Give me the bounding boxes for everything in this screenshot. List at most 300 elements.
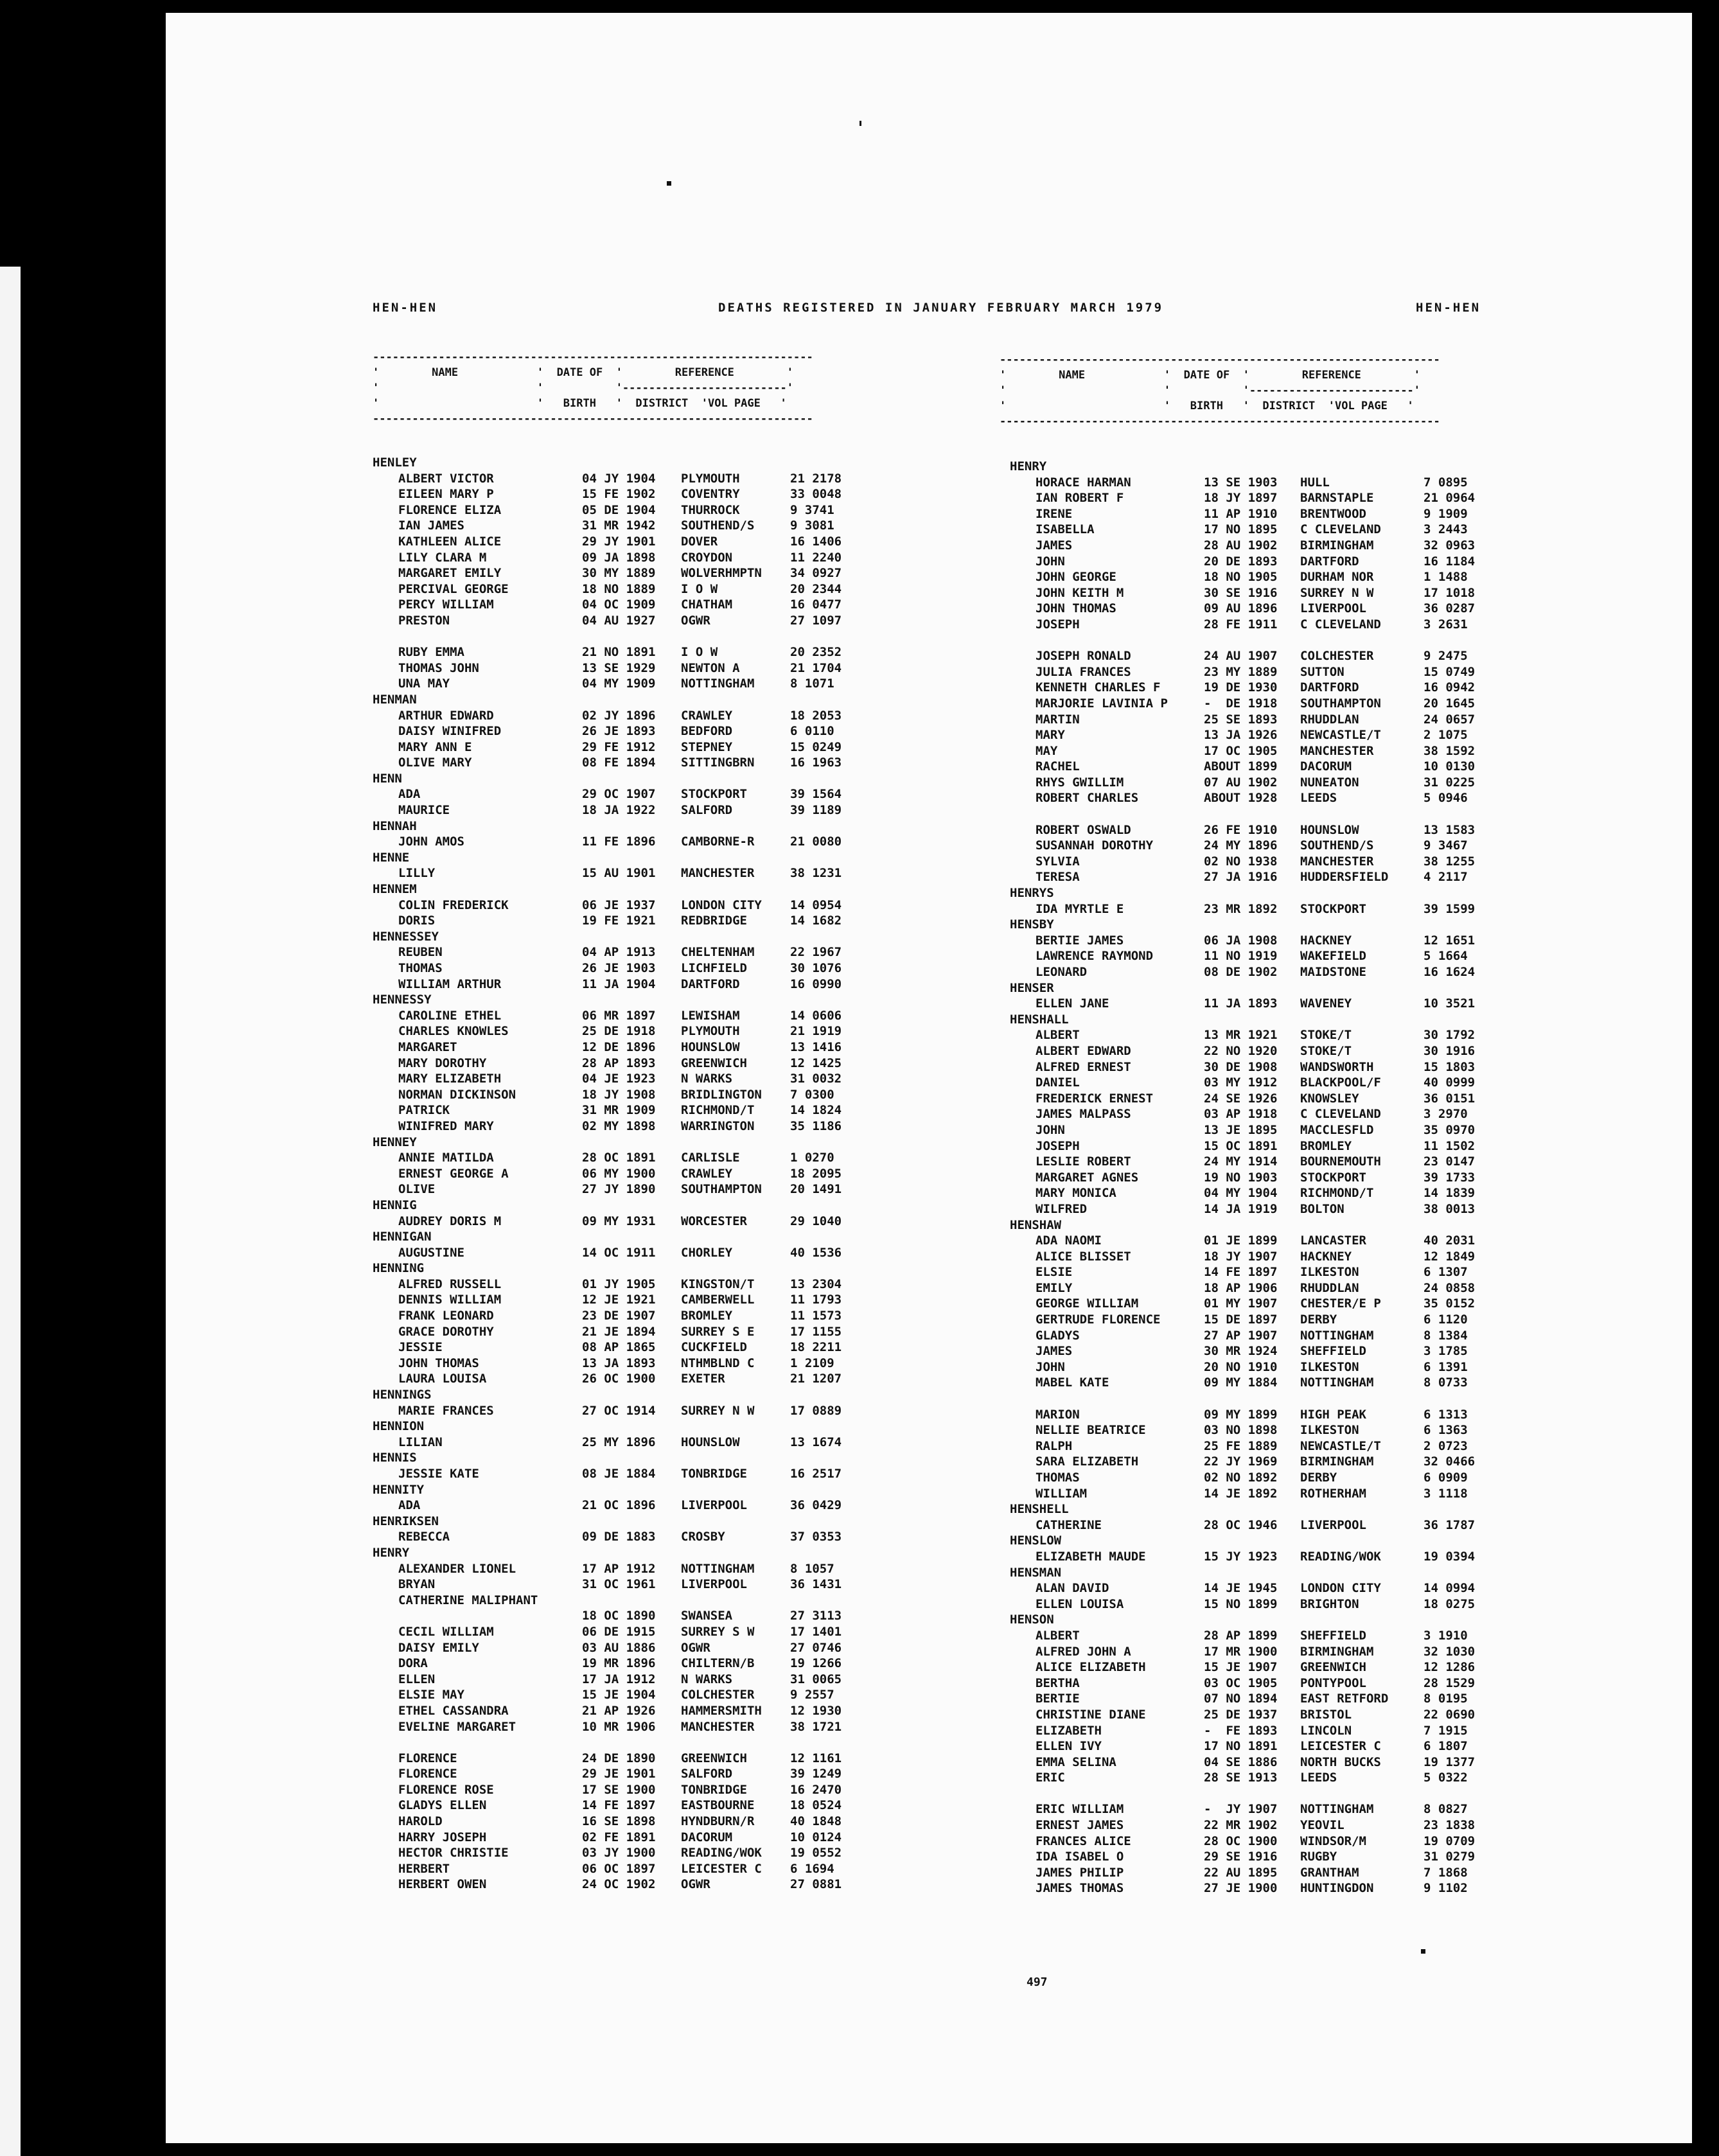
birth-date: 24 MY 1914 — [1204, 1154, 1278, 1169]
vol-page: 38 1721 — [790, 1719, 842, 1734]
vol-page: 40 2031 — [1424, 1233, 1476, 1248]
forenames: MARY ELIZABETH — [398, 1072, 502, 1086]
birth-date: 27 AP 1907 — [1204, 1328, 1278, 1343]
vol-page: 8 0195 — [1424, 1692, 1468, 1706]
district: LINCOLN — [1300, 1723, 1352, 1738]
vol-page: 9 2475 — [1424, 649, 1468, 664]
district: EAST RETFORD — [1300, 1692, 1389, 1706]
birth-date: 08 DE 1902 — [1204, 965, 1278, 979]
district: THURROCK — [681, 502, 740, 517]
birth-date: 13 JE 1895 — [1204, 1122, 1278, 1137]
surname: HENNEM — [373, 882, 417, 897]
forenames: ADA — [398, 1498, 421, 1513]
vol-page: 5 0946 — [1424, 791, 1468, 806]
birth-date: 23 DE 1907 — [582, 1309, 656, 1323]
birth-date: 03 OC 1905 — [1204, 1675, 1278, 1690]
vol-page: 12 1425 — [790, 1056, 842, 1070]
birth-date: 28 AU 1902 — [1204, 538, 1278, 552]
forenames: THOMAS — [398, 961, 443, 975]
vol-page: 12 1161 — [790, 1751, 842, 1765]
table-header-line: ------------------------------------------------------------------- — [373, 351, 813, 364]
forenames: JESSIE — [398, 1340, 443, 1355]
birth-date: 25 SE 1893 — [1204, 712, 1278, 727]
district: PLYMOUTH — [681, 1024, 740, 1039]
district: CARLISLE — [681, 1151, 740, 1165]
forenames: BERTIE JAMES — [1036, 933, 1124, 948]
district: SOUTHAMPTON — [681, 1182, 762, 1197]
birth-date: 15 DE 1897 — [1204, 1312, 1278, 1327]
district: READING/WOK — [681, 1846, 762, 1860]
birth-date: 12 DE 1896 — [582, 1039, 656, 1054]
birth-date: 05 DE 1904 — [582, 502, 656, 517]
surname: HENNE — [373, 850, 410, 865]
forenames: HAROLD — [398, 1814, 443, 1829]
vol-page: 34 0927 — [790, 566, 842, 581]
vol-page: 20 2344 — [790, 581, 842, 596]
vol-page: 16 0477 — [790, 597, 842, 612]
district: KNOWSLEY — [1300, 1091, 1359, 1106]
vol-page: 20 1645 — [1424, 696, 1476, 711]
birth-date: 23 MY 1889 — [1204, 664, 1278, 679]
district: WANDSWORTH — [1300, 1059, 1374, 1074]
district: OGWR — [681, 613, 710, 628]
birth-date: 01 JY 1905 — [582, 1277, 656, 1291]
forenames: GRACE DOROTHY — [398, 1324, 494, 1339]
district: SHEFFIELD — [1300, 1628, 1366, 1643]
district: HIGH PEAK — [1300, 1407, 1366, 1422]
birth-date: 06 OC 1897 — [582, 1861, 656, 1876]
forenames: CATHERINE — [1036, 1517, 1102, 1532]
vol-page: 31 0225 — [1424, 775, 1476, 790]
vol-page: 39 1599 — [1424, 901, 1476, 916]
forenames: LAWRENCE RAYMOND — [1036, 949, 1154, 964]
birth-date: 04 OC 1909 — [582, 597, 656, 612]
birth-date: 24 SE 1926 — [1204, 1091, 1278, 1106]
birth-date: 01 JE 1899 — [1204, 1233, 1278, 1248]
district: LEWISHAM — [681, 1008, 740, 1023]
vol-page: 18 2211 — [790, 1340, 842, 1355]
vol-page: 24 0858 — [1424, 1280, 1476, 1295]
birth-date: 17 OC 1905 — [1204, 743, 1278, 758]
forenames: MARIE FRANCES — [398, 1403, 494, 1418]
birth-date: 17 NO 1895 — [1204, 522, 1278, 537]
forenames: ELLEN LOUISA — [1036, 1596, 1124, 1611]
vol-page: 8 0733 — [1424, 1375, 1468, 1390]
birth-date: 18 JA 1922 — [582, 803, 656, 818]
birth-date: 06 MR 1897 — [582, 1008, 656, 1023]
birth-date: - DE 1918 — [1204, 696, 1278, 711]
vol-page: 37 0353 — [790, 1530, 842, 1544]
vol-page: 27 1097 — [790, 613, 842, 628]
birth-date: 30 SE 1916 — [1204, 585, 1278, 600]
surname: HENNIS — [373, 1451, 417, 1465]
district: CROSBY — [681, 1530, 725, 1544]
district: COLCHESTER — [1300, 649, 1374, 664]
table-header-line: ------------------------------------------------------------------- — [1000, 415, 1440, 428]
district: C CLEVELAND — [1300, 617, 1381, 632]
vol-page: 38 1255 — [1424, 854, 1476, 869]
birth-date: 11 NO 1919 — [1204, 949, 1278, 964]
district: NOTTINGHAM — [1300, 1328, 1374, 1343]
district: REDBRIDGE — [681, 914, 747, 928]
forenames: MARGARET — [398, 1039, 457, 1054]
district: BRIDLINGTON — [681, 1087, 762, 1102]
forenames: ALAN DAVID — [1036, 1581, 1109, 1596]
forenames: JOHN KEITH M — [1036, 585, 1124, 600]
district: DARTFORD — [1300, 554, 1359, 569]
district: STOCKPORT — [1300, 1170, 1366, 1185]
forenames: ISABELLA — [1036, 522, 1095, 537]
forenames: THOMAS JOHN — [398, 660, 479, 675]
birth-date: 07 NO 1894 — [1204, 1692, 1278, 1706]
vol-page: 11 1502 — [1424, 1138, 1476, 1153]
birth-date: 28 SE 1913 — [1204, 1771, 1278, 1785]
birth-date: 19 FE 1921 — [582, 914, 656, 928]
forenames: MAY — [1036, 743, 1058, 758]
scan-top-edge — [0, 0, 1719, 6]
birth-date: 08 FE 1894 — [582, 755, 656, 770]
header-left-code: HEN-HEN — [373, 301, 438, 315]
district: MANCHESTER — [1300, 854, 1374, 869]
vol-page: 16 0942 — [1424, 680, 1476, 695]
surname: HENNEY — [373, 1135, 417, 1149]
birth-date: 19 MR 1896 — [582, 1656, 656, 1671]
vol-page: 2 0723 — [1424, 1438, 1468, 1453]
district: NUNEATON — [1300, 775, 1359, 790]
forenames: EMILY — [1036, 1280, 1073, 1295]
district: SWANSEA — [681, 1609, 733, 1623]
district: HUNTINGDON — [1300, 1881, 1374, 1896]
forenames: ROBERT OSWALD — [1036, 822, 1131, 837]
vol-page: 36 0429 — [790, 1498, 842, 1513]
birth-date: 06 DE 1915 — [582, 1624, 656, 1639]
birth-date: 07 AU 1902 — [1204, 775, 1278, 790]
birth-date: ABOUT 1928 — [1204, 791, 1278, 806]
birth-date: 13 SE 1903 — [1204, 475, 1278, 490]
birth-date: 03 AU 1886 — [582, 1640, 656, 1655]
birth-date: 14 JE 1892 — [1204, 1486, 1278, 1501]
vol-page: 3 1118 — [1424, 1486, 1468, 1501]
vol-page: 24 0657 — [1424, 712, 1476, 727]
forenames: BERTIE — [1036, 1692, 1080, 1706]
vol-page: 23 1838 — [1424, 1818, 1476, 1833]
surname: HENSLOW — [1010, 1533, 1062, 1548]
birth-date: 08 AP 1865 — [582, 1340, 656, 1355]
vol-page: 6 1807 — [1424, 1739, 1468, 1754]
vol-page: 21 1704 — [790, 660, 842, 675]
vol-page: 36 0287 — [1424, 601, 1476, 616]
birth-date: 18 NO 1905 — [1204, 570, 1278, 585]
birth-date: 15 AU 1901 — [582, 866, 656, 881]
district: LIVERPOOL — [681, 1577, 747, 1592]
birth-date: 26 FE 1910 — [1204, 822, 1278, 837]
district: LEEDS — [1300, 791, 1337, 806]
birth-date: 26 JE 1903 — [582, 961, 656, 975]
vol-page: 8 1057 — [790, 1561, 834, 1576]
vol-page: 3 1785 — [1424, 1344, 1468, 1359]
vol-page: 3 1910 — [1424, 1628, 1468, 1643]
district: LIVERPOOL — [1300, 1517, 1366, 1532]
forenames: MARY — [1036, 728, 1065, 743]
birth-date: 15 JE 1904 — [582, 1688, 656, 1702]
district: WORCESTER — [681, 1214, 747, 1228]
forenames: MARGARET AGNES — [1036, 1170, 1139, 1185]
vol-page: 16 2517 — [790, 1467, 842, 1481]
forenames: GERTRUDE FLORENCE — [1036, 1312, 1161, 1327]
forenames: MARGARET EMILY — [398, 566, 502, 581]
vol-page: 8 1071 — [790, 676, 834, 691]
birth-date: 02 NO 1938 — [1204, 854, 1278, 869]
district: SOUTHEND/S — [1300, 838, 1374, 853]
forenames: JOHN AMOS — [398, 835, 464, 849]
birth-date: 09 DE 1883 — [582, 1530, 656, 1544]
birth-date: 11 JA 1893 — [1204, 996, 1278, 1011]
birth-date: 09 JA 1898 — [582, 550, 656, 565]
forenames: NELLIE BEATRICE — [1036, 1423, 1146, 1438]
district: CHELTENHAM — [681, 945, 755, 960]
district: LEICESTER C — [681, 1861, 762, 1876]
birth-date: 02 MY 1898 — [582, 1118, 656, 1133]
vol-page: 4 2117 — [1424, 870, 1468, 885]
forenames: AUDREY DORIS M — [398, 1214, 502, 1228]
forenames: IAN ROBERT F — [1036, 491, 1124, 506]
vol-page: 9 1102 — [1424, 1881, 1468, 1896]
forenames: REBECCA — [398, 1530, 450, 1544]
birth-date: 03 AP 1918 — [1204, 1107, 1278, 1122]
vol-page: 27 0746 — [790, 1640, 842, 1655]
birth-date: 20 DE 1893 — [1204, 554, 1278, 569]
forenames: JESSIE KATE — [398, 1467, 479, 1481]
vol-page: 15 0749 — [1424, 664, 1476, 679]
district: SURREY N W — [681, 1403, 755, 1418]
district: NOTTINGHAM — [681, 1561, 755, 1576]
birth-date: 13 JA 1926 — [1204, 728, 1278, 743]
forenames: LESLIE ROBERT — [1036, 1154, 1131, 1169]
forenames: RUBY EMMA — [398, 645, 464, 660]
forenames: JAMES — [1036, 538, 1073, 552]
district: SALFORD — [681, 803, 733, 818]
birth-date: 14 FE 1897 — [1204, 1265, 1278, 1280]
forenames: ALEXANDER LIONEL — [398, 1561, 516, 1576]
birth-date: 28 OC 1946 — [1204, 1517, 1278, 1532]
surname: HENNINGS — [373, 1388, 432, 1402]
birth-date: 09 MY 1899 — [1204, 1407, 1278, 1422]
district: HOUNSLOW — [1300, 822, 1359, 837]
district: CHESTER/E P — [1300, 1296, 1381, 1311]
birth-date: 25 MY 1896 — [582, 1435, 656, 1449]
surname: HENNIGAN — [373, 1230, 432, 1244]
surname: HENRIKSEN — [373, 1514, 439, 1528]
vol-page: 36 1787 — [1424, 1517, 1476, 1532]
vol-page: 17 1155 — [790, 1324, 842, 1339]
vol-page: 3 2443 — [1424, 522, 1468, 537]
birth-date: 02 NO 1892 — [1204, 1471, 1278, 1485]
district: LONDON CITY — [1300, 1581, 1381, 1596]
district: WOLVERHMPTN — [681, 566, 762, 581]
district: BIRMINGHAM — [1300, 538, 1374, 552]
birth-date: 06 JE 1937 — [582, 897, 656, 912]
vol-page: 23 0147 — [1424, 1154, 1476, 1169]
table-header-line: ' NAME ' DATE OF ' REFERENCE ' — [1000, 369, 1421, 382]
birth-date: 18 JY 1908 — [582, 1087, 656, 1102]
forenames: SUSANNAH DOROTHY — [1036, 838, 1154, 853]
table-header-left — [373, 349, 813, 427]
birth-date: 11 FE 1896 — [582, 835, 656, 849]
vol-page: 32 0963 — [1424, 538, 1476, 552]
vol-page: 1 1488 — [1424, 570, 1468, 585]
district: DOVER — [681, 534, 718, 549]
birth-date: 28 FE 1911 — [1204, 617, 1278, 632]
birth-date: 04 MY 1904 — [1204, 1186, 1278, 1201]
vol-page: 22 1967 — [790, 945, 842, 960]
header-right-code: HEN-HEN — [1416, 301, 1481, 315]
vol-page: 21 0964 — [1424, 491, 1476, 506]
district: DERBY — [1300, 1471, 1337, 1485]
vol-page: 18 0275 — [1424, 1596, 1476, 1611]
forenames: DORA — [398, 1656, 428, 1671]
forenames: ELLEN — [398, 1672, 436, 1686]
table-header-line: ' NAME ' DATE OF ' REFERENCE ' — [373, 366, 794, 379]
vol-page: 38 0013 — [1424, 1201, 1476, 1216]
birth-date: 02 JY 1896 — [582, 708, 656, 723]
birth-date: 21 OC 1896 — [582, 1498, 656, 1513]
forenames: ELIZABETH MAUDE — [1036, 1549, 1146, 1564]
forenames: JOSEPH — [1036, 1138, 1080, 1153]
birth-date: 24 AU 1907 — [1204, 649, 1278, 664]
birth-date: 29 JE 1901 — [582, 1767, 656, 1781]
birth-date: 06 MY 1900 — [582, 1166, 656, 1181]
birth-date: 18 JY 1907 — [1204, 1249, 1278, 1264]
forenames: ERNEST JAMES — [1036, 1818, 1124, 1833]
surname: HENRYS — [1010, 886, 1054, 901]
forenames: JAMES PHILIP — [1036, 1865, 1124, 1880]
forenames: JOHN — [1036, 1359, 1065, 1374]
birth-date: 23 MR 1892 — [1204, 901, 1278, 916]
district: TONBRIDGE — [681, 1467, 747, 1481]
birth-date: 15 FE 1902 — [582, 487, 656, 502]
forenames: JAMES THOMAS — [1036, 1881, 1124, 1896]
district: LIVERPOOL — [681, 1498, 747, 1513]
vol-page: 27 0881 — [790, 1877, 842, 1892]
forenames: IDA MYRTLE E — [1036, 901, 1124, 916]
birth-date: 17 SE 1900 — [582, 1782, 656, 1797]
forenames: WINIFRED MARY — [398, 1118, 494, 1133]
birth-date: 27 JA 1916 — [1204, 870, 1278, 885]
vol-page: 21 1919 — [790, 1024, 842, 1039]
district: SALFORD — [681, 1767, 733, 1781]
birth-date: 14 JA 1919 — [1204, 1201, 1278, 1216]
district: GREENWICH — [681, 1056, 747, 1070]
forenames: FRANCES ALICE — [1036, 1833, 1131, 1848]
vol-page: 5 0322 — [1424, 1771, 1468, 1785]
birth-date: 04 SE 1886 — [1204, 1754, 1278, 1769]
surname: HENRY — [1010, 459, 1047, 473]
district: RUGBY — [1300, 1850, 1337, 1864]
vol-page: 28 1529 — [1424, 1675, 1476, 1690]
district: BIRMINGHAM — [1300, 1454, 1374, 1469]
surname: HENSON — [1010, 1613, 1054, 1627]
birth-date: - FE 1893 — [1204, 1723, 1278, 1738]
forenames: RACHEL — [1036, 759, 1080, 774]
forenames: FLORENCE — [398, 1751, 457, 1765]
surname: HENNITY — [373, 1482, 425, 1497]
vol-page: 14 0606 — [790, 1008, 842, 1023]
district: LEICESTER C — [1300, 1739, 1381, 1754]
birth-date: 31 MR 1909 — [582, 1103, 656, 1118]
vol-page: 16 1624 — [1424, 965, 1476, 979]
vol-page: 16 1406 — [790, 534, 842, 549]
vol-page: 9 1909 — [1424, 506, 1468, 521]
birth-date: 30 DE 1908 — [1204, 1059, 1278, 1074]
vol-page: 17 1018 — [1424, 585, 1476, 600]
forenames: DANIEL — [1036, 1075, 1080, 1090]
forenames: CECIL WILLIAM — [398, 1624, 494, 1639]
forenames: CAROLINE ETHEL — [398, 1008, 502, 1023]
forenames: EVELINE MARGARET — [398, 1719, 516, 1734]
forenames: MABEL KATE — [1036, 1375, 1109, 1390]
surname: HENRY — [373, 1545, 410, 1560]
forenames: WILFRED — [1036, 1201, 1088, 1216]
birth-date: ABOUT 1899 — [1204, 759, 1278, 774]
district: C CLEVELAND — [1300, 522, 1381, 537]
birth-date: 11 AP 1910 — [1204, 506, 1278, 521]
forenames: IRENE — [1036, 506, 1073, 521]
vol-page: 15 1803 — [1424, 1059, 1476, 1074]
district: SUTTON — [1300, 664, 1344, 679]
forenames: MARY MONICA — [1036, 1186, 1116, 1201]
vol-page: 17 0889 — [790, 1403, 842, 1418]
district: I O W — [681, 581, 718, 596]
vol-page: 11 1793 — [790, 1293, 842, 1307]
forenames: WILLIAM — [1036, 1486, 1088, 1501]
forenames: FLORENCE — [398, 1767, 457, 1781]
district: YEOVIL — [1300, 1818, 1344, 1833]
forenames: ARTHUR EDWARD — [398, 708, 494, 723]
district: C CLEVELAND — [1300, 1107, 1381, 1122]
birth-date: 09 AU 1896 — [1204, 601, 1278, 616]
district: RHUDDLAN — [1300, 712, 1359, 727]
forenames: THOMAS — [1036, 1471, 1080, 1485]
forenames: FLORENCE ELIZA — [398, 502, 502, 517]
birth-date: 18 OC 1890 — [582, 1609, 656, 1623]
forenames: REUBEN — [398, 945, 443, 960]
birth-date: 20 NO 1910 — [1204, 1359, 1278, 1374]
vol-page: 5 1664 — [1424, 949, 1468, 964]
district: BOLTON — [1300, 1201, 1344, 1216]
forenames: ADA NAOMI — [1036, 1233, 1102, 1248]
forenames: MARTIN — [1036, 712, 1080, 727]
surname: HENSER — [1010, 980, 1054, 995]
forenames: ALBERT VICTOR — [398, 471, 494, 486]
forenames: JOHN — [1036, 1122, 1065, 1137]
vol-page: 40 1536 — [790, 1245, 842, 1260]
forenames: ERIC WILLIAM — [1036, 1802, 1124, 1817]
district: NOTTINGHAM — [1300, 1802, 1374, 1817]
district: DERBY — [1300, 1312, 1337, 1327]
vol-page: 20 1491 — [790, 1182, 842, 1197]
vol-page: 21 2178 — [790, 471, 842, 486]
vol-page: 40 1848 — [790, 1814, 842, 1829]
district: KINGSTON/T — [681, 1277, 755, 1291]
forenames: SARA ELIZABETH — [1036, 1454, 1139, 1469]
district: HACKNEY — [1300, 1249, 1352, 1264]
forenames: LEONARD — [1036, 965, 1088, 979]
birth-date: 06 JA 1908 — [1204, 933, 1278, 948]
vol-page: 32 0466 — [1424, 1454, 1476, 1469]
forenames: MAURICE — [398, 803, 450, 818]
table-header-line: ' ' '-------------------------' — [1000, 384, 1421, 397]
table-header-line: ------------------------------------------------------------------- — [1000, 353, 1440, 366]
